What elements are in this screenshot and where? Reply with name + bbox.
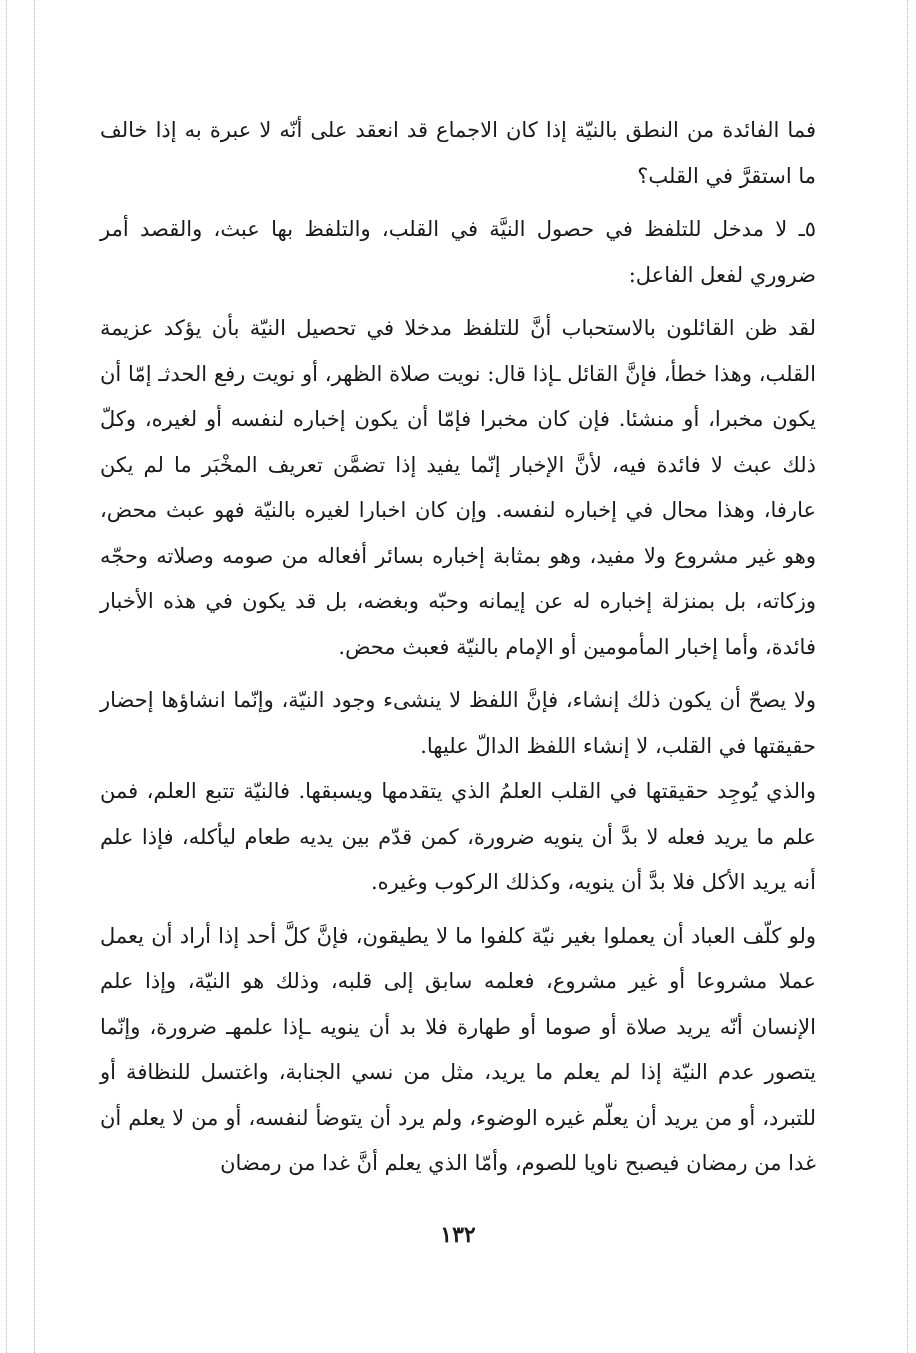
scan-guide-line <box>34 0 35 1353</box>
scan-guide-line <box>6 0 7 1353</box>
scan-guide-line <box>907 0 908 1353</box>
paragraph-istihbab: لقد ظن القائلون بالاستحباب أنَّ للتلفظ مدخلا في تحصيل النيّة بأن يؤكد عزيمة القلب، وهذا خطأ، فإنَّ القائل ـإذا قال: نويت صلاة الظهر، أو نويت رفع الحدثـ إمّا أن يكون مخبرا، أو منشئا. فإن كان مخبرا فإمّا أن يكون إخباره لنفسه أو لغيره، وكلّ ذلك عبث لا فائدة فيه، لأنَّ الإخبار إنّما يفيد إذا تضمَّن تعريف المخْبَر ما لم يكن عارفا، وهذا محال في إخباره لنفسه. وإن كان اخبارا لغيره بالنيّة فهو عبث محض، وهو غير مشروع ولا مفيد، وهو بمثابة إخباره بسائر أفعاله من صومه وصلاته وحجّه وزكاته، بل بمنزلة إخباره له عن إيمانه وحبّه وبغضه، بل قد يكون في هذه الأخبار فائدة، وأما إخبار المأمومين أو الإمام بالنيّة فعبث محض. <box>100 316 816 659</box>
paragraph-taklif: ولو كلّف العباد أن يعملوا بغير نيّة كلفوا ما لا يطيقون، فإنَّ كلَّ أحد إذا أراد أن يعمل عملا مشروعا أو غير مشروع، فعلمه سابق إلى قلبه، وذلك هو النيّة، وإذا علم الإنسان أنّه يريد صلاة أو صوما أو طهارة فلا بد أن ينويه ـإذا علمهـ ضرورة، وإنّما يتصور عدم النيّة إذا لم يعلم ما يريد، مثل من نسي الجنابة، واغتسل للنظافة أو للتبرد، أو من يريد أن يعلّم غيره الوضوء، ولم يرد أن يتوضأ لنفسه، أو من لا يعلم أن غدا من رمضان فيصبح ناويا للصوم، وأمّا الذي يعلم أنَّ غدا من رمضان <box>100 923 816 1175</box>
paragraph-ilm: والذي يُوجِد حقيقتها في القلب العلمُ الذي يتقدمها ويسبقها. فالنيّة تتبع العلم، فمن علم ما يريد فعله لا بدَّ أن ينويه ضرورة، كمن قدّم بين يديه طعام ليأكله، فإذا علم أنه يريد الأكل فلا بدَّ أن ينويه، وكذلك الركوب وغيره. <box>100 779 816 894</box>
page-body <box>100 108 816 1187</box>
page-number: ١٣٢ <box>440 1222 476 1248</box>
paragraph-insha: ولا يصحّ أن يكون ذلك إنشاء، فإنَّ اللفظ لا ينشىء وجود النيّة، وإنّما انشاؤها إحضار حقيقتها في القلب، لا إنشاء اللفظ الدالّ عليها. <box>100 688 816 758</box>
paragraph-question: فما الفائدة من النطق بالنيّة إذا كان الاجماع قد انعقد على أنّه لا عبرة به إذا خالف ما استقرَّ في القلب؟ <box>100 118 816 188</box>
paragraph-heading-5: ٥ـ لا مدخل للتلفظ في حصول النيَّة في القلب، والتلفظ بها عبث، والقصد أمر ضروري لفعل الفاعل: <box>100 217 816 287</box>
